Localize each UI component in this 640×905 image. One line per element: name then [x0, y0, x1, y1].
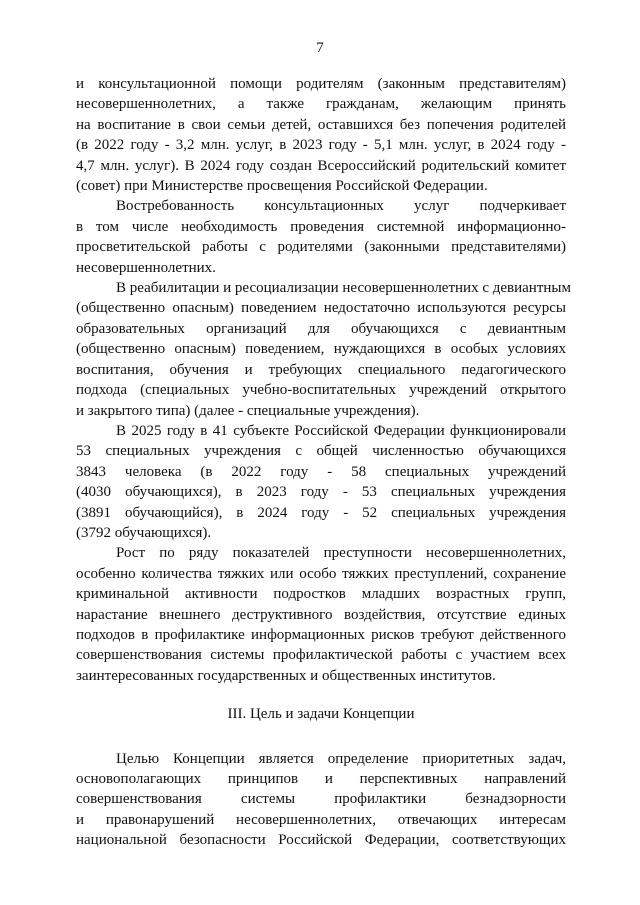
paragraph-line: 53 специальных учреждения с общей численностью обучающихся — [76, 443, 566, 460]
paragraph — [76, 74, 566, 196]
paragraph-line: подхода (специальных учебно-воспитательных учреждений открытого — [76, 382, 566, 399]
paragraph-line: совершенствования системы профилактической работы с участием всех — [76, 647, 566, 664]
paragraphs-after-heading — [76, 749, 566, 851]
paragraph — [76, 543, 566, 686]
paragraph-line: Рост по ряду показателей преступности несовершеннолетних, — [116, 545, 566, 562]
paragraph-line: 4,7 млн. услуг). В 2024 году создан Всероссийский родительский комитет — [76, 157, 566, 174]
paragraph-line: криминальной активности подростков младших возрастных групп, — [76, 586, 566, 603]
paragraph-line: (общественно опасным) поведением недостаточно используются ресурсы — [76, 300, 566, 317]
paragraph — [76, 749, 566, 851]
paragraph — [76, 278, 571, 421]
paragraph-line: (совет) при Министерстве просвещения Российской Федерации. — [76, 178, 488, 195]
paragraph-line: и консультационной помощи родителям (законным представителям) — [76, 76, 566, 92]
paragraph — [76, 196, 566, 278]
paragraph-line: (в 2022 году - 3,2 млн. услуг, в 2023 году - 5,1 млн. услуг, в 2024 году - — [76, 137, 566, 154]
paragraph-line: (общественно опасным) поведением, нуждающихся в особых условиях — [76, 341, 566, 358]
paragraph-line: основополагающих принципов и перспективных направлений — [76, 771, 566, 787]
paragraph-line: национальной безопасности Российской Федерации, соответствующих — [76, 832, 566, 849]
paragraph-line: и закрытого типа) (далее - специальные учреждения). — [76, 402, 420, 419]
document-body — [76, 74, 571, 851]
paragraph-line: и правонарушений несовершеннолетних, отвечающих интересам — [76, 811, 566, 828]
paragraph-line: образовательных организаций для обучающихся с девиантным — [76, 320, 566, 337]
paragraph-line: В реабилитации и ресоциализации несовершеннолетних с девиантным — [116, 280, 571, 297]
paragraph-line: 3843 человека (в 2022 году - 58 специальных учреждений — [76, 463, 566, 480]
section-heading — [76, 704, 566, 724]
paragraph-line: заинтересованных государственных и общественных институтов. — [76, 667, 496, 684]
paragraph-line: нарастание внешнего деструктивного воздействия, отсутствие единых — [76, 606, 566, 623]
paragraph-line: воспитания, обучения и требующих специального педагогического — [76, 361, 566, 378]
paragraph-line: (4030 обучающихся), в 2023 году - 53 специальных учреждения — [76, 484, 566, 501]
paragraph-line: подходов в профилактике информационных рисков требуют действенного — [76, 626, 566, 643]
paragraph-line: (3792 обучающихся). — [76, 524, 212, 541]
paragraph-line: Целью Концепции является определение приоритетных задач, — [116, 750, 566, 767]
paragraph-line: просветительской работы с родителями (законными представителями) — [76, 239, 566, 256]
paragraph-line: в том числе необходимость проведения системной информационно- — [76, 218, 566, 235]
section-heading-text: III. Цель и задачи Концепции — [227, 706, 415, 723]
page-number: 7 — [316, 40, 324, 56]
paragraphs-before-heading — [76, 74, 571, 686]
paragraph-line: совершенствования системы профилактики безнадзорности — [76, 791, 566, 808]
paragraph-line: особенно количества тяжких или особо тяжких преступлений, сохранение — [76, 565, 566, 582]
paragraph-line: несовершеннолетних, а также гражданам, желающим принять — [76, 96, 566, 113]
paragraph-line: Востребованность консультационных услуг подчеркивает — [116, 198, 566, 215]
paragraph-line: несовершеннолетних. — [76, 259, 216, 276]
paragraph-line: на воспитание в свои семьи детей, оставшихся без попечения родителей — [76, 116, 566, 133]
paragraph-line: В 2025 году в 41 субъекте Российской Федерации функционировали — [116, 422, 566, 439]
paragraph — [76, 421, 566, 543]
paragraph-line: (3891 обучающийся), в 2024 году - 52 специальных учреждения — [76, 504, 566, 521]
